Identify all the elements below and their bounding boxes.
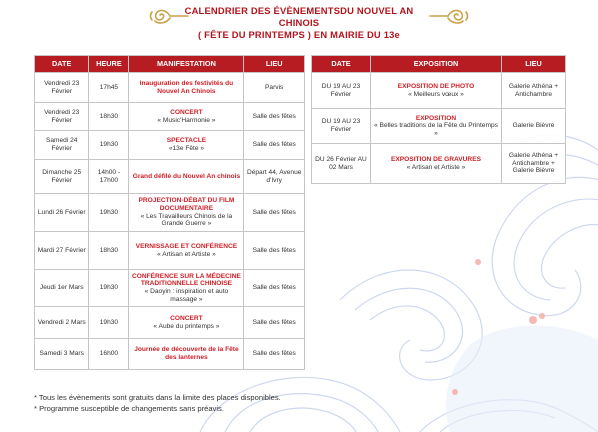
event-date: Lundi 26 Février <box>35 194 89 232</box>
exhibition-date: DU 19 AU 23 Février <box>312 109 371 144</box>
header <box>0 0 598 42</box>
event-time: 18h30 <box>89 232 129 270</box>
event-title: CONCERT <box>170 108 203 116</box>
table-row <box>312 73 566 109</box>
footnote: * Tous les évènements sont gratuits dans la limite des places disponibles. <box>34 393 281 402</box>
title-line-1: CALENDRIER DES ÉVÈNEMENTSDU NOUVEL AN CHINOIS <box>184 5 414 28</box>
event-detail: « Aube du printemps » <box>153 322 220 330</box>
header-manifestation: MANIFESTATION <box>129 56 244 73</box>
event-title: CONFÉRENCE SUR LA MÉDECINE TRADITIONNELLE CHINOISE <box>131 272 241 288</box>
event-date: Vendredi 23 Février <box>35 73 89 103</box>
event-manifestation <box>129 131 244 160</box>
event-time: 17h45 <box>89 73 129 103</box>
exhibition-detail: « Meilleurs vœux » <box>408 90 464 98</box>
event-date: Dimanche 25 Février <box>35 160 89 194</box>
ornament-right-icon <box>428 5 470 27</box>
event-detail: « Artisan et Artiste » <box>157 250 216 258</box>
table-row <box>35 131 305 160</box>
exhibition-date: DU 26 Février AU 02 Mars <box>312 144 371 184</box>
event-title: PROJECTION-DÉBAT DU FILM DOCUMENTAIRE <box>138 197 235 212</box>
events-table <box>34 55 305 370</box>
table-row <box>35 194 305 232</box>
header-lieu: LIEU <box>244 56 305 73</box>
footnote: * Programme susceptible de changements sans préavis. <box>34 404 224 413</box>
exhibition-title: EXPOSITION DE PHOTO <box>397 82 475 90</box>
exhibitions-table-header <box>312 56 566 73</box>
event-manifestation <box>129 73 244 103</box>
event-title: VERNISSAGE ET CONFÉRENCE <box>135 242 238 250</box>
event-date: Jeudi 1er Mars <box>35 270 89 307</box>
event-time: 19h30 <box>89 194 129 232</box>
event-manifestation <box>129 270 244 307</box>
event-manifestation <box>129 160 244 194</box>
event-date: Vendredi 2 Mars <box>35 307 89 339</box>
exhibition-title: EXPOSITION <box>415 114 457 122</box>
table-row <box>35 232 305 270</box>
event-title: CONCERT <box>170 314 203 322</box>
event-date: Vendredi 23 Février <box>35 103 89 131</box>
event-date: Samedi 3 Mars <box>35 339 89 370</box>
header-exposition: EXPOSITION <box>371 56 502 73</box>
events-table-header <box>35 56 305 73</box>
event-time: 19h30 <box>89 131 129 160</box>
event-time: 16h00 <box>89 339 129 370</box>
header-heure: HEURE <box>89 56 129 73</box>
event-lieu: Parvis <box>244 73 305 103</box>
exhibition-description <box>371 73 502 109</box>
table-row <box>35 339 305 370</box>
table-row <box>312 109 566 144</box>
table-row <box>35 73 305 103</box>
event-lieu: Salle des fêtes <box>244 232 305 270</box>
event-title: Inauguration des festivités du Nouvel An Chinois <box>139 79 234 95</box>
event-lieu: Salle des fêtes <box>244 307 305 339</box>
event-lieu: Salle des fêtes <box>244 131 305 160</box>
event-title: Grand défilé du Nouvel An chinois <box>132 172 241 180</box>
exhibition-lieu: Galerie Athéna + Antichambre <box>502 73 566 109</box>
event-date: Samedi 24 Février <box>35 131 89 160</box>
event-detail: « Music'Harmonie » <box>157 116 216 124</box>
event-lieu: Salle des fêtes <box>244 103 305 131</box>
page-title <box>170 5 428 41</box>
exhibition-lieu: Galerie Athéna + Antichambre + Galerie Bièvre <box>502 144 566 184</box>
table-row <box>35 270 305 307</box>
event-manifestation <box>129 232 244 270</box>
event-lieu: Salle des fêtes <box>244 194 305 232</box>
table-row <box>312 144 566 184</box>
table-row <box>35 160 305 194</box>
event-title: SPECTACLE <box>166 137 207 145</box>
event-lieu: Départ 44, Avenue d'Ivry <box>244 160 305 194</box>
header-lieu: LIEU <box>502 56 566 73</box>
event-time: 18h30 <box>89 103 129 131</box>
event-manifestation <box>129 103 244 131</box>
header-date: DATE <box>312 56 371 73</box>
exhibition-description <box>371 109 502 144</box>
exhibition-detail: « Belles traditions de la Fête du Printemps » <box>374 122 498 137</box>
footnotes <box>34 392 281 414</box>
exhibition-detail: « Artisan et Artiste » <box>406 163 466 171</box>
exhibitions-table <box>311 55 566 184</box>
event-lieu: Salle des fêtes <box>244 339 305 370</box>
event-manifestation <box>129 194 244 232</box>
event-time: 14h00 - 17h00 <box>89 160 129 194</box>
event-title: Journée de découverte de la Fête des lanternes <box>134 346 239 361</box>
event-time: 19h30 <box>89 307 129 339</box>
event-detail: «13e Fête » <box>168 145 205 152</box>
event-date: Mardi 27 Février <box>35 232 89 270</box>
event-detail: « Daoyin : inspiration et auto massage » <box>144 288 229 303</box>
table-row <box>35 103 305 131</box>
exhibition-lieu: Galerie Bièvre <box>502 109 566 144</box>
event-time: 19h30 <box>89 270 129 307</box>
header-date: DATE <box>35 56 89 73</box>
event-detail: « Les Travailleurs Chinois de la Grande Guerre » <box>140 212 233 228</box>
exhibition-description <box>371 144 502 184</box>
exhibition-date: DU 19 AU 23 Février <box>312 73 371 109</box>
event-manifestation <box>129 339 244 370</box>
event-lieu: Salle des fêtes <box>244 270 305 307</box>
event-manifestation <box>129 307 244 339</box>
table-row <box>35 307 305 339</box>
exhibition-title: EXPOSITION DE GRAVURES <box>390 155 481 163</box>
title-line-2: ( FÊTE DU PRINTEMPS ) EN MAIRIE DU 13e <box>198 29 400 40</box>
